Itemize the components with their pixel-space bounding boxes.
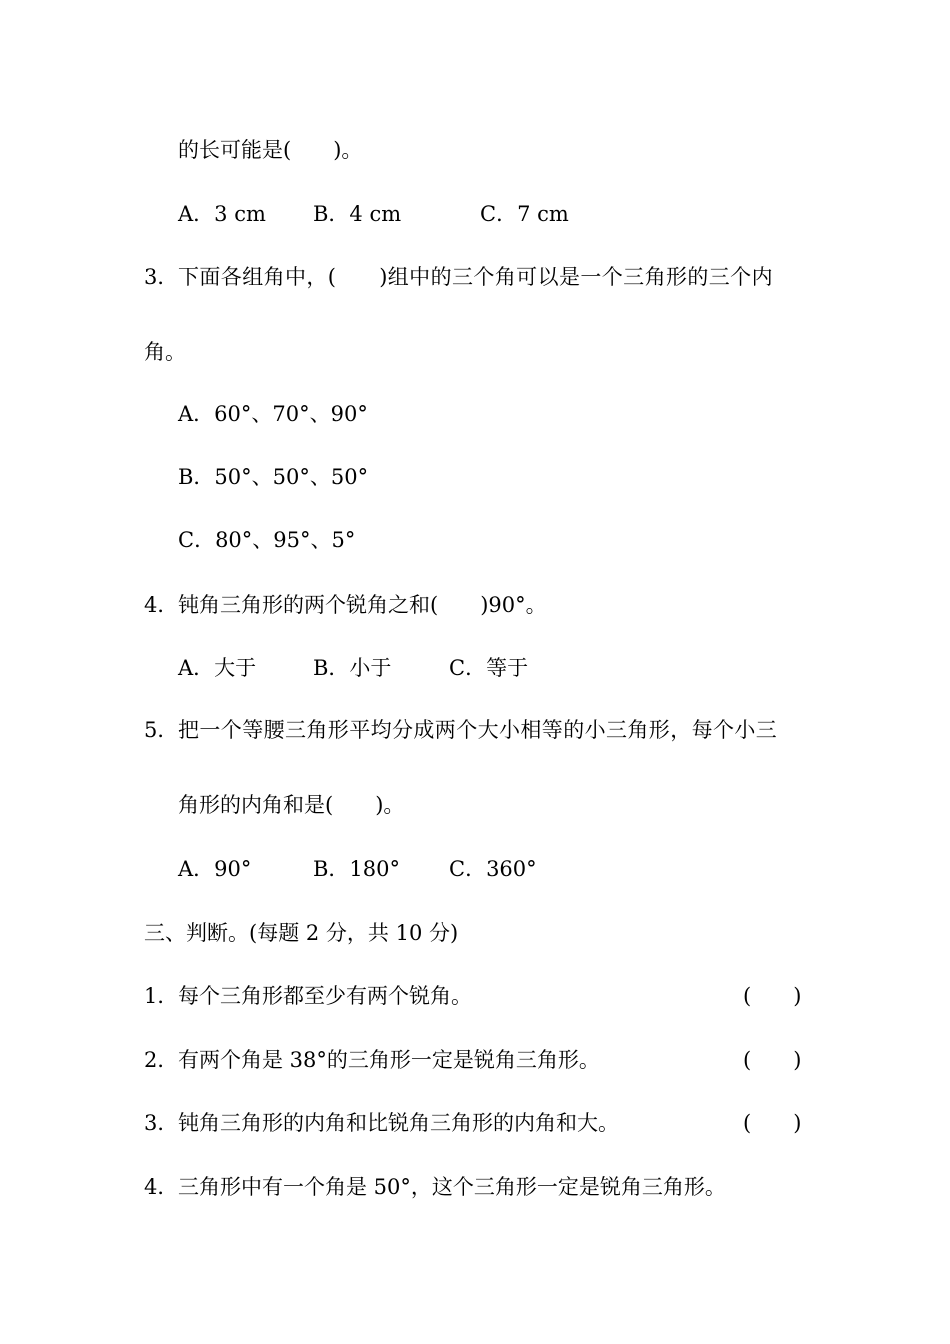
q4-option-a: A．大于 [178, 656, 257, 680]
judge-item-4-number: 4． [144, 1175, 179, 1199]
q2-option-a: A．3 cm [178, 202, 266, 226]
judge-item-4-text: 三角形中有一个角是 50°，这个三角形一定是锐角三角形。 [178, 1175, 726, 1199]
q2-option-b: B．4 cm [313, 202, 402, 226]
q3-text-line1: 下面各组角中，( )组中的三个角可以是一个三角形的三个内 [178, 265, 773, 289]
q3-option-c: C．80°、95°、5° [178, 528, 356, 552]
q4-number: 4． [144, 593, 179, 617]
judge-item-2-number: 2． [144, 1048, 179, 1072]
judge-item-3-answer-blank[interactable]: ( ) [743, 1111, 802, 1135]
q5-number: 5． [144, 718, 179, 742]
judge-item-3-number: 3． [144, 1111, 179, 1135]
q3-text-line2: 角。 [144, 340, 186, 364]
q5-option-a: A．90° [178, 857, 252, 881]
q3-number: 3． [144, 265, 179, 289]
judge-item-1-number: 1． [144, 984, 179, 1008]
section-3-heading: 三、判断。(每题 2 分，共 10 分) [144, 921, 459, 945]
judge-item-1-text: 每个三角形都至少有两个锐角。 [178, 984, 472, 1008]
q3-option-b: B．50°、50°、50° [178, 465, 369, 489]
q4-option-c: C．等于 [449, 656, 529, 680]
judge-item-1-answer-blank[interactable]: ( ) [743, 984, 802, 1008]
q5-option-c: C．360° [449, 857, 537, 881]
judge-item-3-text: 钝角三角形的内角和比锐角三角形的内角和大。 [178, 1111, 619, 1135]
q4-text: 钝角三角形的两个锐角之和( )90°。 [178, 593, 547, 617]
q2-continuation-text: 的长可能是( )。 [178, 138, 363, 162]
q3-option-a: A．60°、70°、90° [178, 402, 368, 426]
q4-option-b: B．小于 [313, 656, 392, 680]
judge-item-2-text: 有两个角是 38°的三角形一定是锐角三角形。 [178, 1048, 600, 1072]
q5-text-line2: 角形的内角和是( )。 [178, 793, 405, 817]
judge-item-2-answer-blank[interactable]: ( ) [743, 1048, 802, 1072]
q5-option-b: B．180° [313, 857, 401, 881]
q5-text-line1: 把一个等腰三角形平均分成两个大小相等的小三角形，每个小三 [178, 718, 778, 742]
q2-option-c: C．7 cm [480, 202, 569, 226]
